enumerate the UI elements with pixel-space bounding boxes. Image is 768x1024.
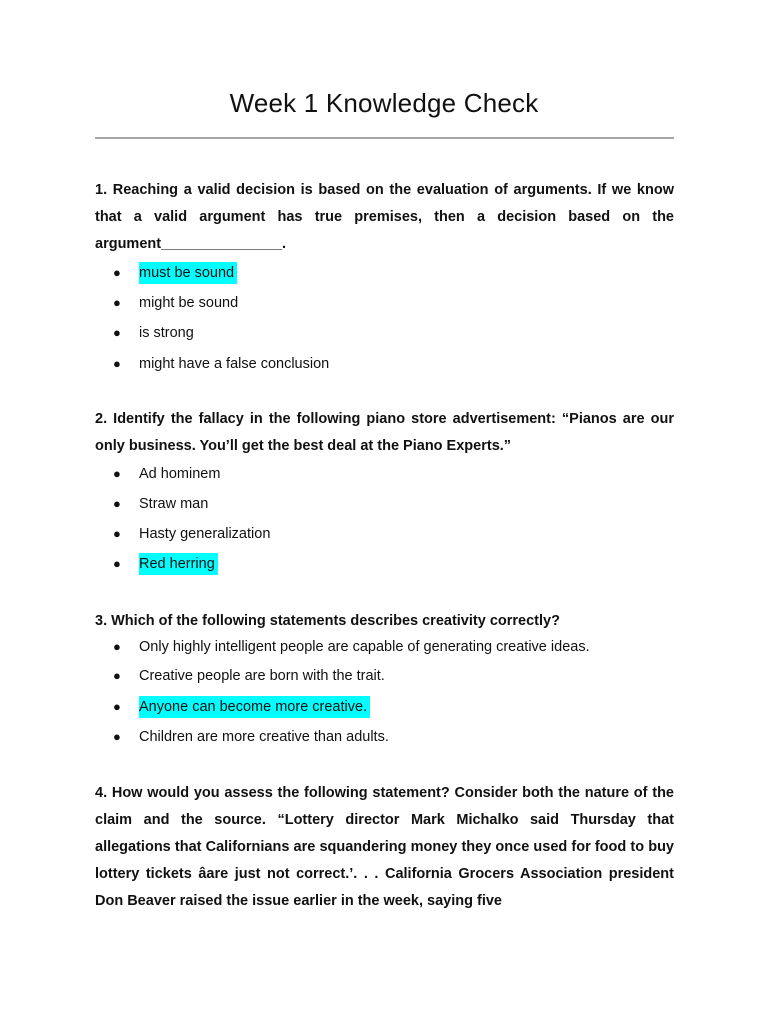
question-3-text: 3. Which of the following statements describes creativity correctly? [95, 613, 560, 629]
bullet-icon: ● [113, 556, 121, 571]
option-label: Red herring [139, 553, 218, 575]
question-4-text: 4. How would you assess the following statement? Consider both the nature of the claim and the source. “Lottery director Mark Michalko said Thursday that allegations that Californians are squandering money they once used for food to buy lottery tickets âare just not correct.’. . . California Grocers Association president Don Beaver raised the issue earlier in the week, saying five [95, 785, 674, 909]
option-label: must be sound [139, 262, 237, 284]
bullet-icon: ● [113, 729, 121, 744]
bullet-icon: ● [113, 466, 121, 481]
page-title: Week 1 Knowledge Check [229, 88, 539, 118]
option-label: Children are more creative than adults. [139, 729, 389, 745]
bullet-icon: ● [113, 496, 121, 511]
bullet-icon: ● [113, 668, 121, 683]
option-label: is strong [139, 325, 194, 341]
question-2-text: 2. Identify the fallacy in the following piano store advertisement: “Pianos are our only business. You’ll get the best deal at the Piano Experts.” [95, 411, 674, 454]
option-label: Hasty generalization [139, 526, 271, 542]
option-label: might have a false conclusion [139, 356, 330, 372]
option-label: Creative people are born with the trait. [139, 668, 385, 684]
bullet-icon: ● [113, 325, 121, 340]
bullet-icon: ● [113, 699, 121, 714]
option-label: might be sound [139, 295, 239, 311]
option-label: Only highly intelligent people are capable of generating creative ideas. [139, 639, 590, 655]
bullet-icon: ● [113, 265, 121, 280]
option-label: Straw man [139, 496, 209, 512]
bullet-icon: ● [113, 526, 121, 541]
option-label: Ad hominem [139, 466, 221, 482]
question-1-text: 1. Reaching a valid decision is based on the evaluation of arguments. If we know that a valid argument has true premises, then a decision based on the argument_______________. [95, 182, 674, 252]
title-divider [95, 137, 674, 139]
bullet-icon: ● [113, 639, 121, 654]
bullet-icon: ● [113, 356, 121, 371]
bullet-icon: ● [113, 295, 121, 310]
option-label: Anyone can become more creative. [139, 696, 370, 718]
